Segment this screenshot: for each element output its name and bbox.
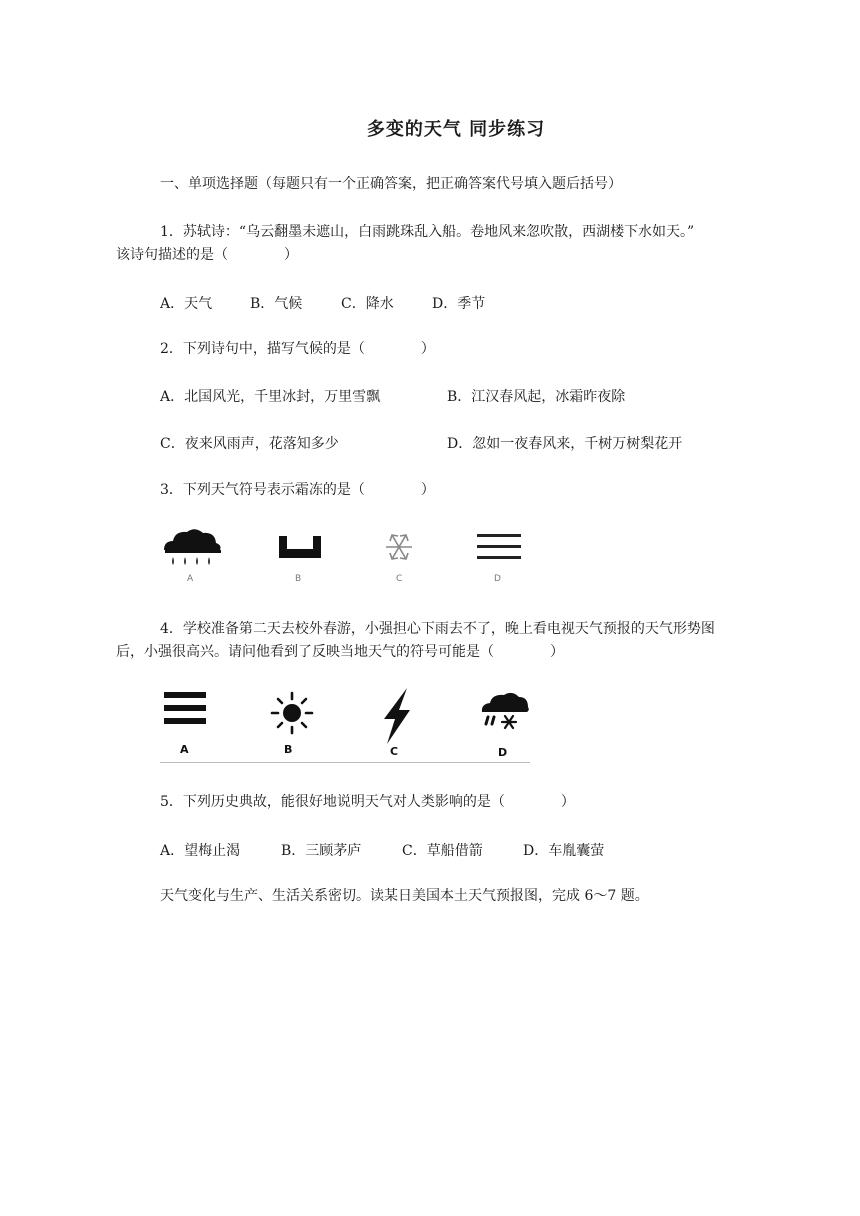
divider xyxy=(160,762,530,763)
q5-option-d: D．车胤囊萤 xyxy=(523,843,605,859)
question-4-stem-cont: 后，小强很高兴。请问他看到了反映当地天气的符号可能是（ ） xyxy=(116,644,564,660)
q4-icon-label-a: A xyxy=(180,743,189,756)
frost-symbol-icon xyxy=(276,534,324,560)
sleet-cloud-icon xyxy=(478,690,530,736)
question-2-stem: 2．下列诗句中，描写气候的是（ ） xyxy=(160,341,435,357)
q2-option-c: C．夜来风雨声，花落知多少 xyxy=(160,436,339,452)
q5-option-b: B．三顾茅庐 xyxy=(281,843,362,859)
section-heading: 一、单项选择题（每题只有一个正确答案，把正确答案代号填入题后括号） xyxy=(160,176,622,192)
sun-icon xyxy=(268,691,316,735)
q4-icon-label-d: D xyxy=(498,746,508,759)
material-intro: 天气变化与生产、生活关系密切。读某日美国本土天气预报图，完成 6～7 题。 xyxy=(160,888,649,904)
fog-icon xyxy=(476,532,522,562)
snowflake-icon xyxy=(382,530,416,564)
q5-option-a: A．望梅止渴 xyxy=(160,843,241,859)
question-4-stem: 4．学校准备第二天去校外春游，小强担心下雨去不了，晚上看电视天气预报的天气形势图 xyxy=(160,621,715,637)
document-title: 多变的天气 同步练习 xyxy=(366,119,546,140)
q1-option-c: C．降水 xyxy=(341,296,394,312)
q3-icon-label-a: A xyxy=(187,574,194,584)
q3-icon-label-c: C xyxy=(396,574,403,584)
rain-cloud-icon xyxy=(158,524,228,572)
q1-option-a: A．天气 xyxy=(160,296,213,312)
q1-option-d: D．季节 xyxy=(432,296,486,312)
question-1-stem: 1．苏轼诗：“乌云翻墨未遮山，白雨跳珠乱入船。卷地风来忽吹散，西湖楼下水如天。” xyxy=(160,224,695,240)
question-3-stem: 3．下列天气符号表示霜冻的是（ ） xyxy=(160,482,435,498)
question-1-stem-cont: 该诗句描述的是（ ） xyxy=(116,247,298,263)
q3-icon-label-b: B xyxy=(295,574,302,584)
question-5-stem: 5．下列历史典故，能很好地说明天气对人类影响的是（ ） xyxy=(160,794,575,810)
q4-icon-label-c: C xyxy=(390,745,399,758)
q5-option-c: C．草船借箭 xyxy=(402,843,483,859)
q1-option-b: B．气候 xyxy=(250,296,303,312)
q2-option-a: A．北国风光，千里冰封，万里雪飘 xyxy=(160,389,381,405)
q4-icon-label-b: B xyxy=(284,743,293,756)
q2-option-d: D．忽如一夜春风来，千树万树梨花开 xyxy=(447,436,683,452)
q3-icon-label-d: D xyxy=(494,574,501,584)
lightning-icon xyxy=(376,686,416,746)
q2-option-b: B．江汉春风起，冰霜昨夜除 xyxy=(447,389,626,405)
fog-icon xyxy=(164,690,208,728)
